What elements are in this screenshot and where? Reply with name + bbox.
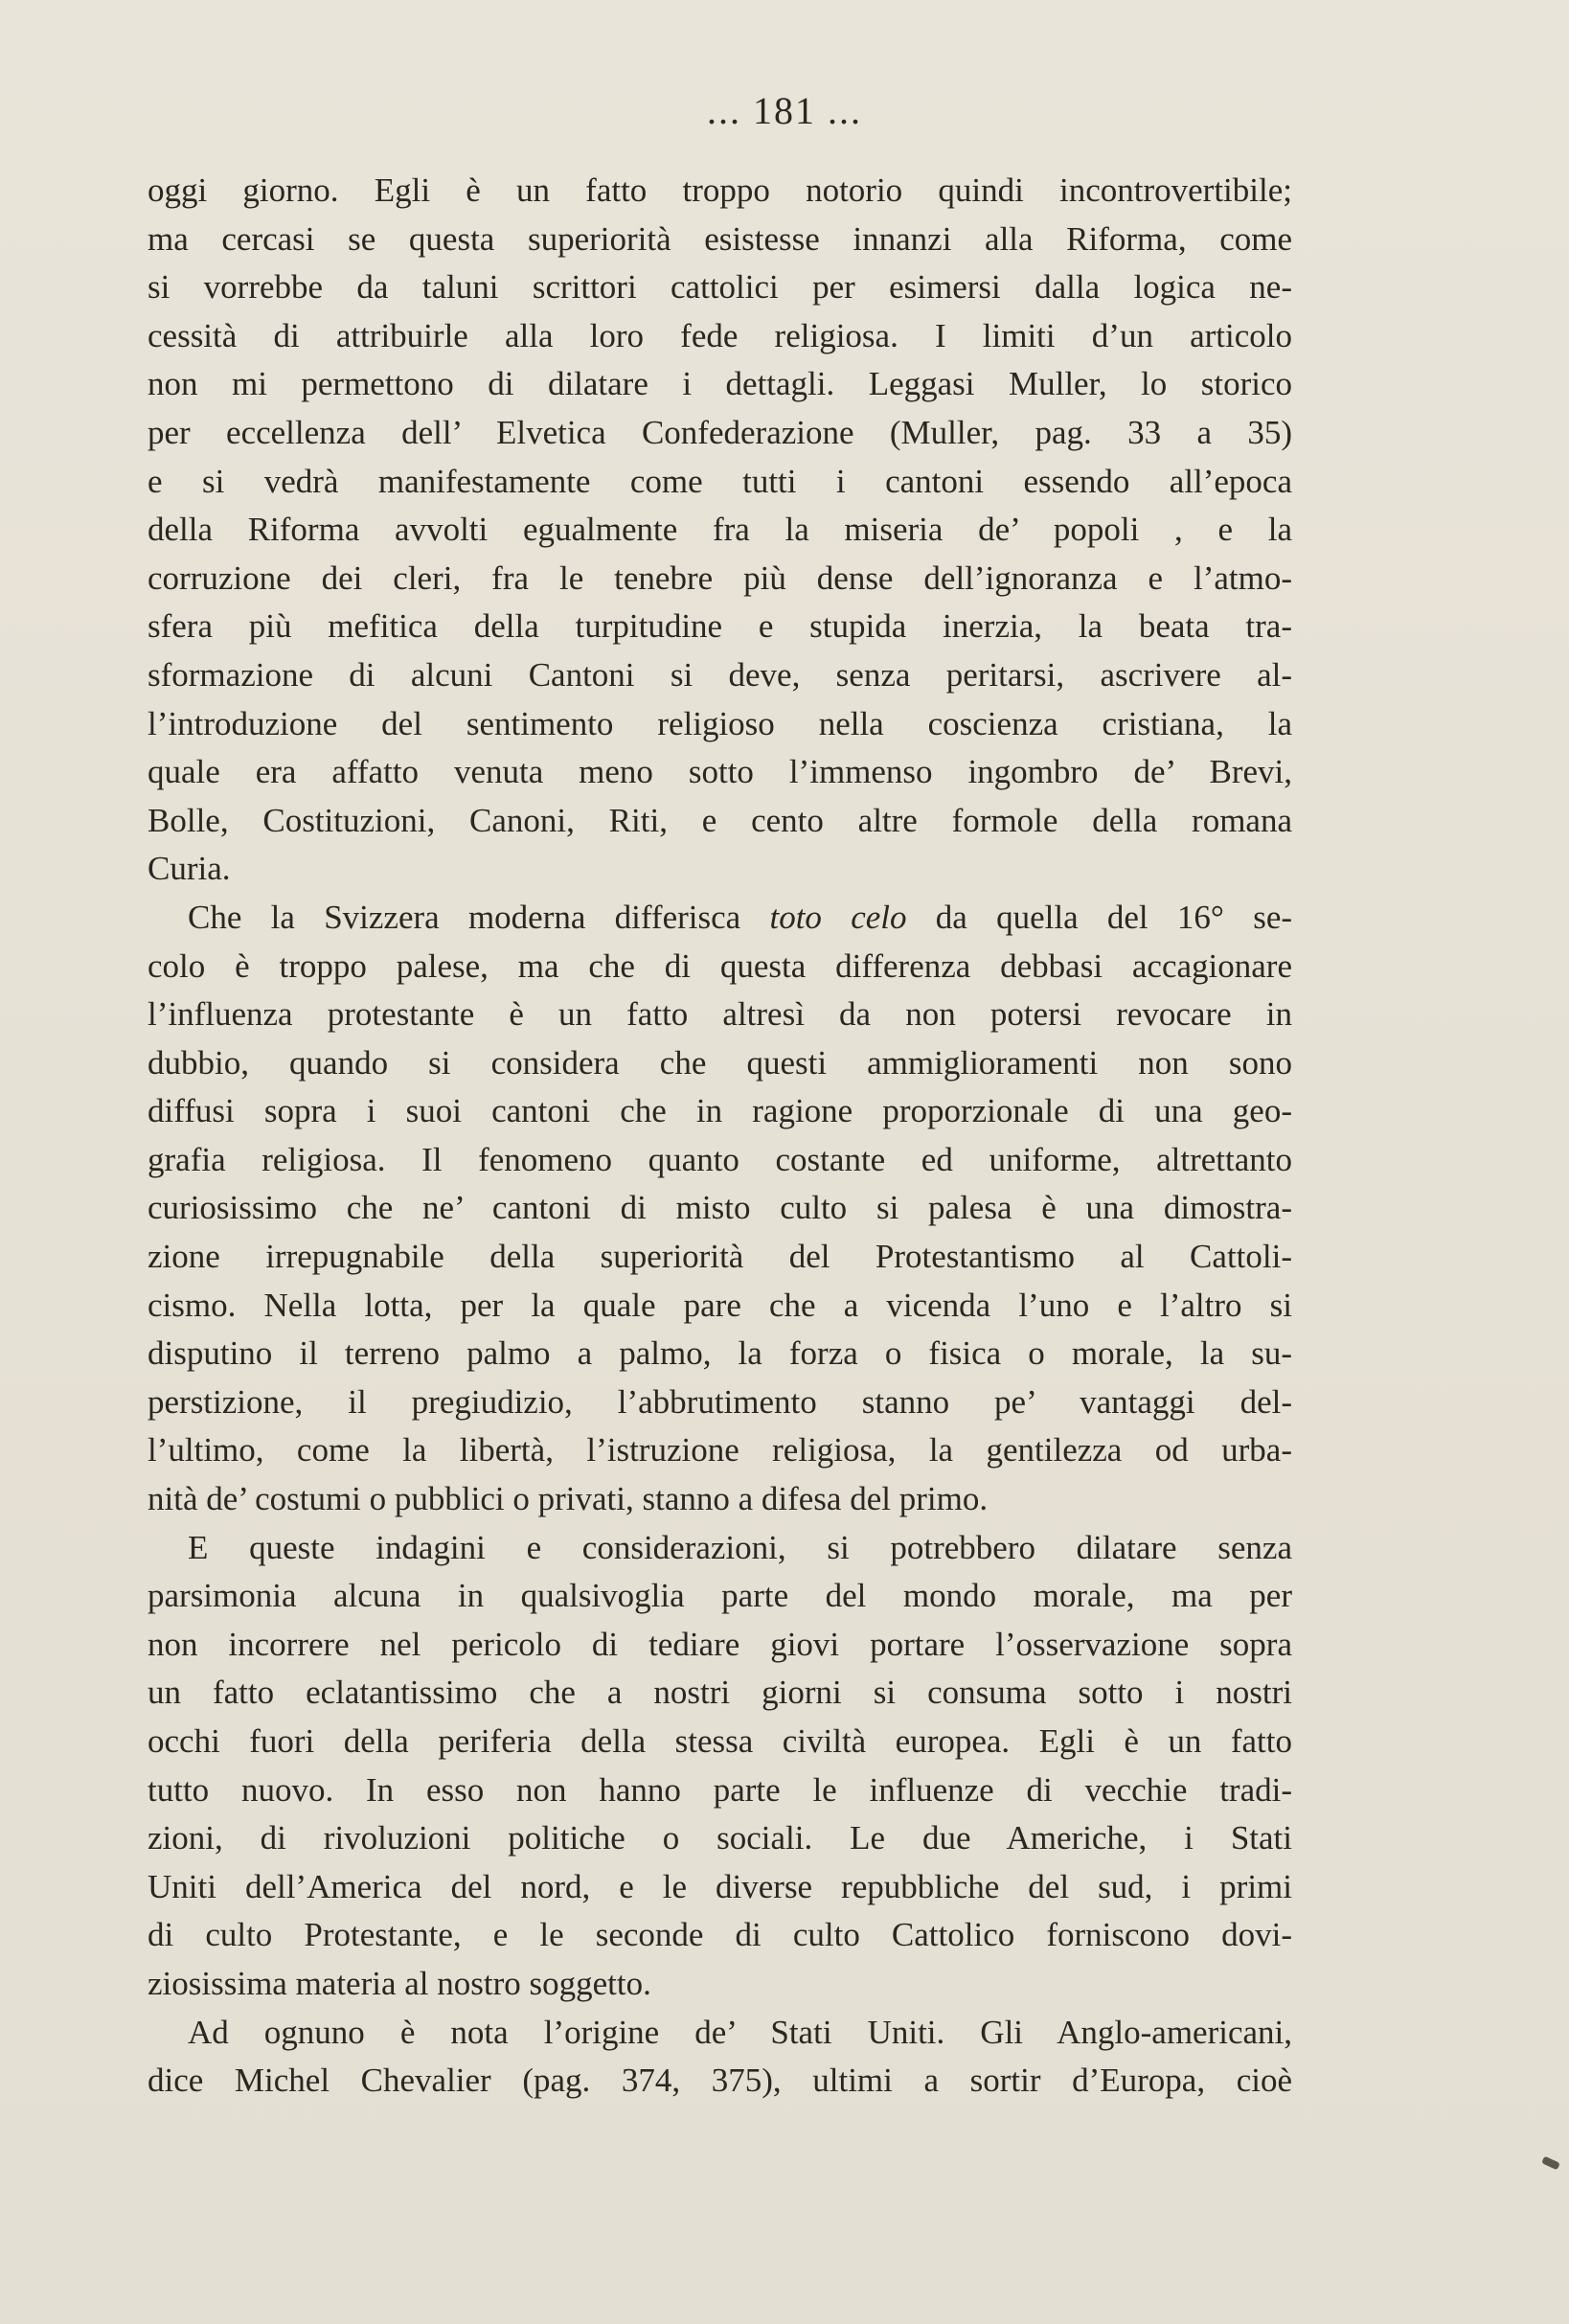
text-line: non incorrere nel pericolo di tediare giovi portare l’osservazione sopra — [148, 1625, 1292, 1663]
text-line — [148, 894, 1292, 943]
text-segment: Che la Svizzera moderna differisca — [188, 898, 741, 936]
text-line: E queste indagini e considerazioni, si potrebbero dilatare senza — [188, 1528, 1292, 1566]
text-line: zione irrepugnabile della superiorità del Protestantismo al Cattoli- — [148, 1238, 1292, 1276]
text-line: nità de’ costumi o pubblici o privati, stanno a difesa del primo. — [148, 1480, 989, 1518]
text-line: sformazione di alcuni Cantoni si deve, senza peritarsi, ascrivere al- — [148, 655, 1292, 694]
page-number: ... 181 ... — [707, 89, 862, 132]
text-line: zioni, di rivoluzioni politiche o sociali. Le due Americhe, i Stati — [148, 1819, 1292, 1857]
text-line: Ad ognuno è nota l’origine de’ Stati Uniti. Gli Anglo-americani, — [188, 2013, 1292, 2051]
text-line: per eccellenza dell’ Elvetica Confederazione (Muller, pag. 33 a 35) — [148, 413, 1292, 451]
text-line: ma cercasi se questa superiorità esistesse innanzi alla Riforma, come — [148, 219, 1292, 258]
text-line: Bolle, Costituzioni, Canoni, Riti, e cento altre formole della romana — [148, 801, 1292, 839]
text-line: Uniti dell’America del nord, e le diverse repubbliche del sud, i primi — [148, 1867, 1292, 1905]
text-line: l’influenza protestante è un fatto altresì da non potersi revocare in — [148, 995, 1292, 1034]
text-line: cismo. Nella lotta, per la quale pare che a vicenda l’uno e l’altro si — [148, 1286, 1292, 1324]
text-segment: da quella del 16° se- — [935, 898, 1292, 936]
text-line: perstizione, il pregiudizio, l’abbrutimento stanno pe’ vantaggi del- — [148, 1382, 1292, 1421]
text-line: cessità di attribuirle alla loro fede religiosa. I limiti d’un articolo — [148, 316, 1292, 354]
text-line: l’ultimo, come la libertà, l’istruzione religiosa, la gentilezza od urba- — [148, 1431, 1292, 1470]
body-text — [148, 167, 1292, 2106]
text-line: grafia religiosa. Il fenomeno quanto costante ed uniforme, altrettanto — [148, 1140, 1292, 1178]
italic-phrase: toto celo — [769, 898, 907, 936]
text-line: un fatto eclatantissimo che a nostri giorni si consuma sotto i nostri — [148, 1674, 1292, 1712]
text-line: sfera più mefitica della turpitudine e stupida inerzia, la beata tra- — [148, 607, 1292, 646]
text-line: quale era affatto venuta meno sotto l’immenso ingombro de’ Brevi, — [148, 753, 1292, 791]
text-line: ziosissima materia al nostro soggetto. — [148, 1964, 651, 2002]
text-line: occhi fuori della periferia della stessa civiltà europea. Egli è un fatto — [148, 1722, 1292, 1760]
text-line: oggi giorno. Egli è un fatto troppo notorio quindi incontrovertibile; — [148, 171, 1292, 209]
text-line: colo è troppo palese, ma che di questa differenza debbasi accagionare — [148, 946, 1292, 985]
text-line: dubbio, quando si considera che questi ammiglioramenti non sono — [148, 1043, 1292, 1082]
text-line: corruzione dei cleri, fra le tenebre più dense dell’ignoranza e l’atmo- — [148, 558, 1292, 597]
text-line: non mi permettono di dilatare i dettagli. Leggasi Muller, lo storico — [148, 365, 1292, 403]
text-line: Curia. — [148, 850, 231, 888]
text-line: curiosissimo che ne’ cantoni di misto culto si palesa è una dimostra- — [148, 1189, 1292, 1227]
text-line: parsimonia alcuna in qualsivoglia parte del mondo morale, ma per — [148, 1577, 1292, 1615]
ink-mark — [1541, 2156, 1560, 2171]
text-line: dice Michel Chevalier (pag. 374, 375), ultimi a sortir d’Europa, cioè — [148, 2062, 1292, 2100]
text-line: l’introduzione del sentimento religioso nella coscienza cristiana, la — [148, 704, 1292, 742]
text-line: della Riforma avvolti egualmente fra la miseria de’ popoli , e la — [148, 511, 1292, 549]
text-line: e si vedrà manifestamente come tutti i cantoni essendo all’epoca — [148, 462, 1292, 500]
text-line: si vorrebbe da taluni scrittori cattolici per esimersi dalla logica ne- — [148, 268, 1292, 307]
text-line: di culto Protestante, e le seconde di culto Cattolico forniscono dovi- — [148, 1916, 1292, 1954]
text-line: tutto nuovo. In esso non hanno parte le influenze di vecchie tradi- — [148, 1770, 1292, 1809]
text-line: disputino il terreno palmo a palmo, la forza o fisica o morale, la su- — [148, 1334, 1292, 1373]
text-line: diffusi sopra i suoi cantoni che in ragione proporzionale di una geo- — [148, 1092, 1292, 1130]
